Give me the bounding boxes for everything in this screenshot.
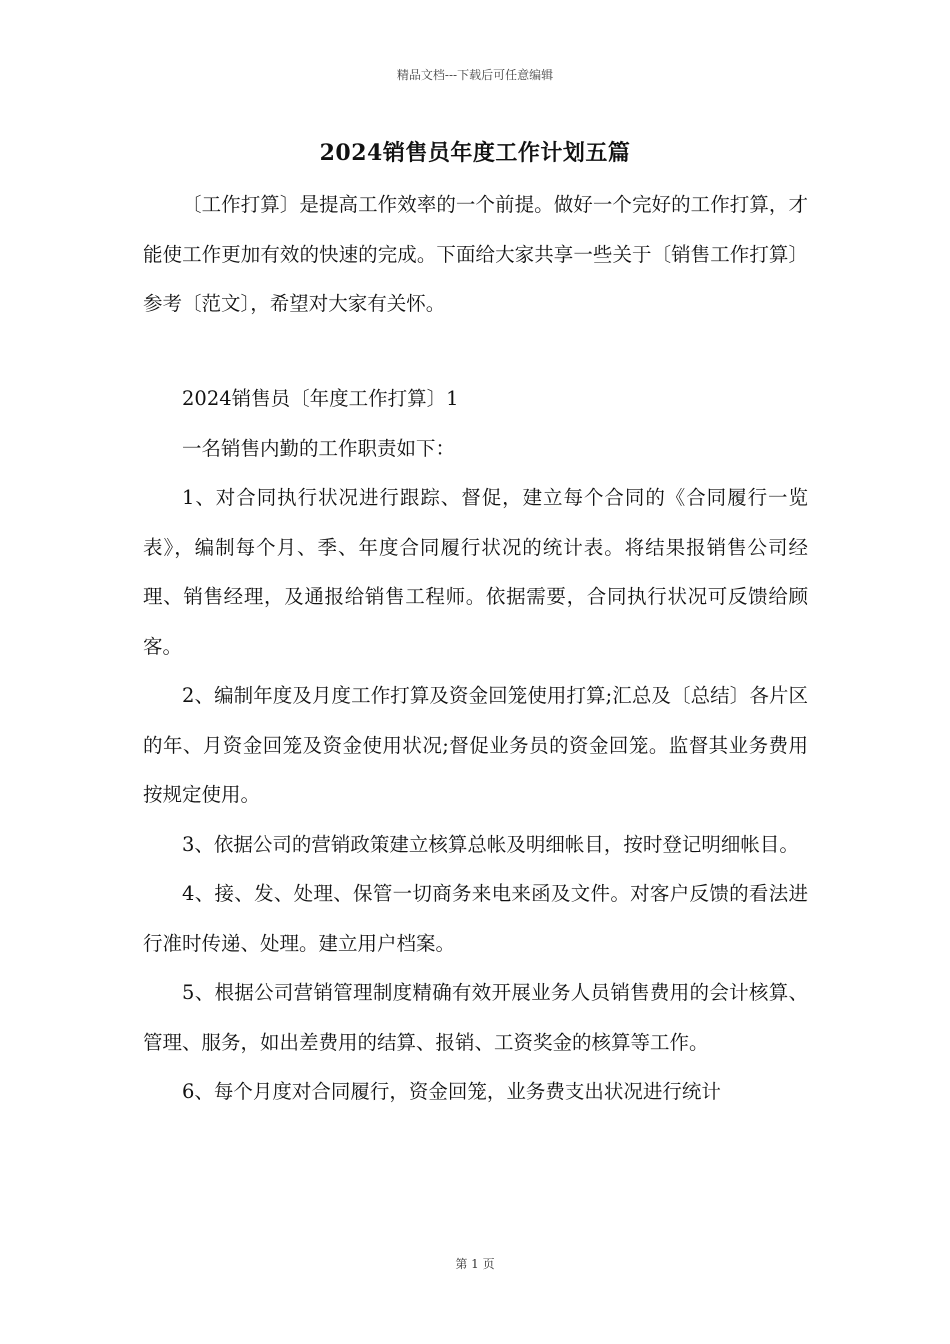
paragraph-item-4: 4、接、发、处理、保管一切商务来电来函及文件。对客户反馈的看法进行准时传递、处理。建立用户档案。 [143,882,808,955]
page-footer: 第 1 页 [455,1257,495,1271]
intro-block [143,180,808,329]
paragraph-item-2: 2、编制年度及月度工作打算及资金回笼使用打算;汇总及〔总结〕各片区的年、月资金回笼及资金使用状况;督促业务员的资金回笼。监督其业务费用按规定使用。 [143,684,808,806]
paragraph-item-5: 5、根据公司营销管理制度精确有效开展业务人员销售费用的会计核算、管理、服务，如出差费用的结算、报销、工资奖金的核算等工作。 [143,981,808,1054]
paragraph-item-6: 6、每个月度对合同履行，资金回笼，业务费支出状况进行统计 [182,1080,721,1103]
paragraph-intro: 〔工作打算〕是提高工作效率的一个前提。做好一个完好的工作打算，才能使工作更加有效的快速的完成。下面给大家共享一些关于〔销售工作打算〕参考〔范文〕，希望对大家有关怀。 [143,193,808,315]
main-block [143,374,808,1117]
paragraph-item-3: 3、依据公司的营销政策建立核算总帐及明细帐目，按时登记明细帐目。 [182,832,799,856]
paragraph-lead: 一名销售内勤的工作职责如下： [182,436,456,460]
page-header: 精品文档---下载后可任意编辑 [396,68,554,82]
section-heading: 2024销售员〔年度工作打算〕1 [182,387,459,410]
paragraph-item-1: 1、对合同执行状况进行跟踪、督促，建立每个合同的《合同履行一览表》，编制每个月、季、年度合同履行状况的统计表。将结果报销售公司经理、销售经理，及通报给销售工程师。依据需要，合同执行状况可反馈给顾客。 [143,486,808,658]
document-title: 2024销售员年度工作计划五篇 [319,140,631,166]
